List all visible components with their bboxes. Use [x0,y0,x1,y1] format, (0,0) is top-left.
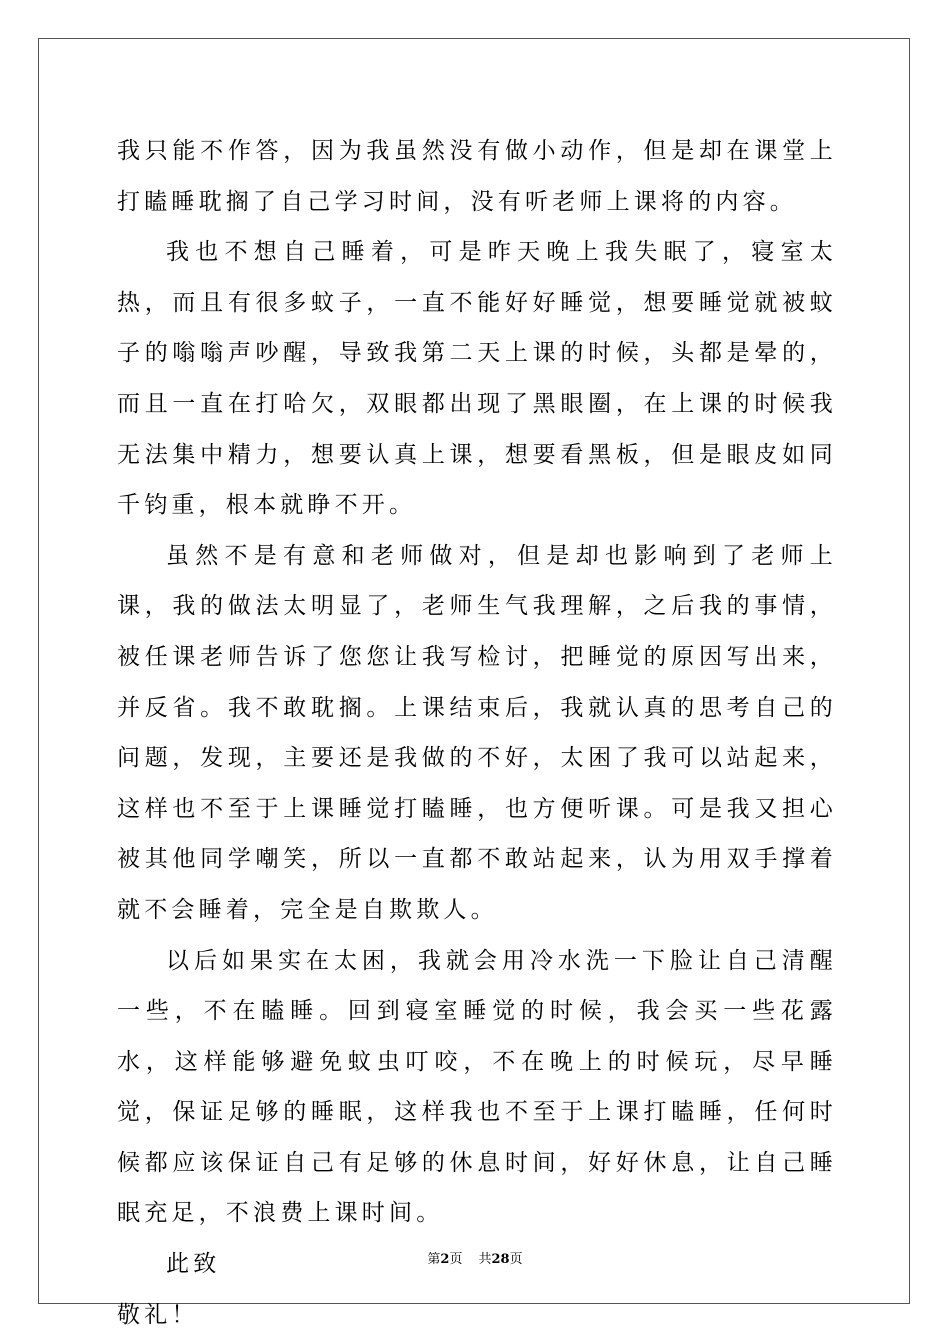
page-footer [0,1248,950,1267]
page-number: 2 [440,1252,450,1267]
page-prefix: 第 [427,1252,441,1267]
page-suffix: 页 [449,1252,463,1267]
total-suffix: 页 [509,1252,523,1267]
document-body [117,126,837,1340]
paragraph-2: 我也不想自己睡着，可是昨天晚上我失眠了，寝室太热，而且有很多蚊子，一直不能好好睡觉，想要睡觉就被蚊子的嗡嗡声吵醒，导致我第二天上课的时候，头都是晕的，而且一直在打哈欠，双眼都出现了黑眼圈，在上课的时候我无法集中精力，想要认真上课，想要看黑板，但是眼皮如同千钧重，根本就睁不开。 [117,239,837,519]
closing-regards: 敬礼！ [117,1301,199,1328]
total-pages: 28 [491,1252,510,1267]
total-prefix: 共 [478,1252,492,1267]
closing-salutation: 此致 [166,1251,221,1278]
paragraph-1: 我只能不作答，因为我虽然没有做小动作，但是却在课堂上打瞌睡耽搁了自己学习时间，没有听老师上课将的内容。 [117,138,837,215]
paragraph-4: 以后如果实在太困，我就会用冷水洗一下脸让自己清醒一些，不在瞌睡。回到寝室睡觉的时候，我会买一些花露水，这样能够避免蚊虫叮咬，不在晚上的时候玩，尽早睡觉，保证足够的睡眠，这样我也不至于上课打瞌睡，任何时候都应该保证自己有足够的休息时间，好好休息，让自己睡眠充足，不浪费上课时间。 [117,947,837,1227]
paragraph-3: 虽然不是有意和老师做对，但是却也影响到了老师上课，我的做法太明显了，老师生气我理解，之后我的事情，被任课老师告诉了您您让我写检讨，把睡觉的原因写出来，并反省。我不敢耽搁。上课结束后，我就认真的思考自己的问题，发现，主要还是我做的不好，太困了我可以站起来，这样也不至于上课睡觉打瞌睡，也方便听课。可是我又担心被其他同学嘲笑，所以一直都不敢站起来，认为用双手撑着就不会睡着，完全是自欺欺人。 [117,542,837,923]
